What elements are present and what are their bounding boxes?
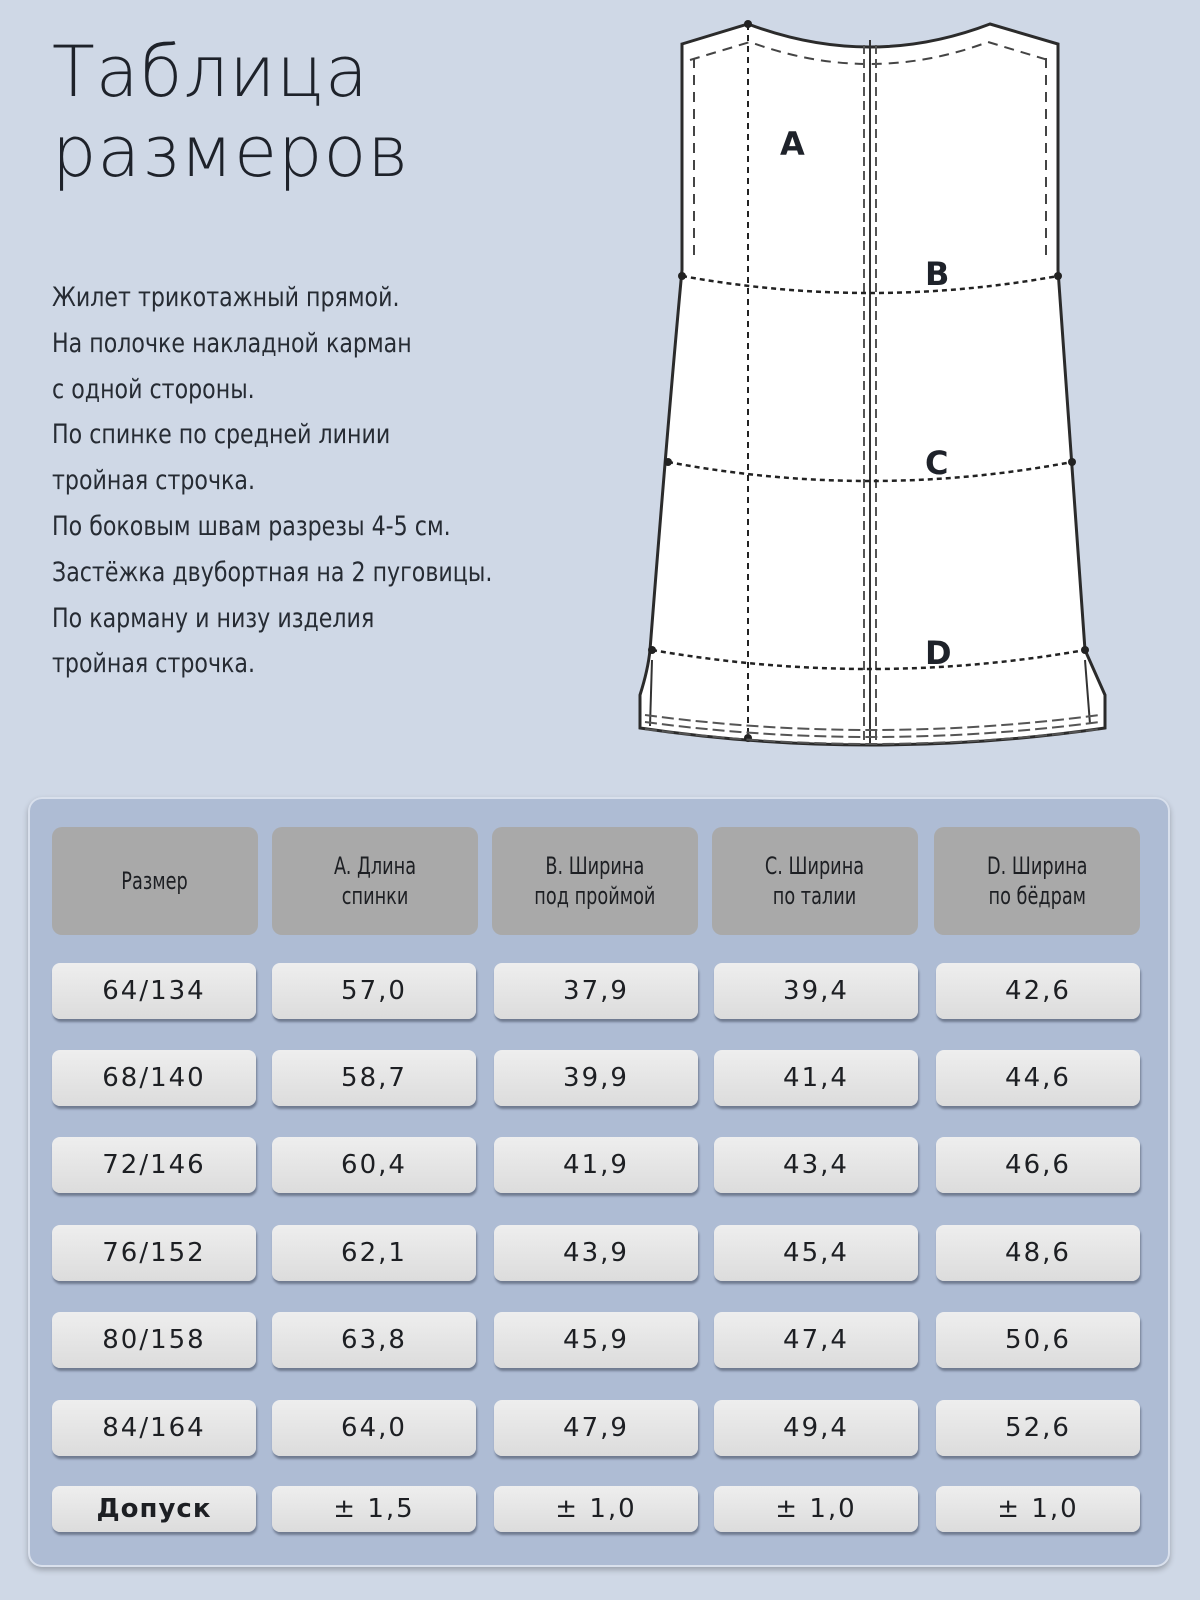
- label-c: C: [925, 444, 949, 482]
- table-cell: 41,9: [494, 1137, 698, 1193]
- size-table: [28, 797, 1170, 1567]
- table-cell: 63,8: [272, 1312, 476, 1368]
- tolerance-cell: ± 1,5: [272, 1486, 476, 1532]
- table-cell-size: 68/140: [52, 1050, 256, 1106]
- table-cell: 45,4: [714, 1225, 918, 1281]
- measure-point: [648, 646, 656, 654]
- measure-point: [1081, 646, 1089, 654]
- measure-point: [678, 272, 686, 280]
- table-cell-size: 64/134: [52, 963, 256, 1019]
- description-line: На полочке накладной карман: [52, 327, 412, 359]
- measure-point: [1068, 458, 1076, 466]
- table-cell: 39,9: [494, 1050, 698, 1106]
- header-back-length: A. Длина спинки: [272, 827, 478, 935]
- table-cell: 52,6: [936, 1400, 1140, 1456]
- table-cell: 62,1: [272, 1225, 476, 1281]
- description-line: По спинке по средней линии: [52, 419, 391, 451]
- measure-point: [744, 20, 752, 28]
- table-cell: 42,6: [936, 963, 1140, 1019]
- tolerance-label: Допуск: [52, 1486, 256, 1532]
- table-cell: 45,9: [494, 1312, 698, 1368]
- table-cell: 37,9: [494, 963, 698, 1019]
- table-cell: 58,7: [272, 1050, 476, 1106]
- description-line: По карману и низу изделия: [52, 602, 375, 634]
- table-cell: 43,4: [714, 1137, 918, 1193]
- measure-point: [744, 734, 752, 742]
- table-cell: 46,6: [936, 1137, 1140, 1193]
- title-line-1: Таблица: [52, 31, 369, 113]
- table-cell: 44,6: [936, 1050, 1140, 1106]
- label-d: D: [925, 634, 952, 672]
- page-title: [52, 32, 409, 192]
- table-cell-size: 80/158: [52, 1312, 256, 1368]
- description-line: тройная строчка.: [52, 648, 256, 680]
- label-b: B: [925, 255, 950, 293]
- label-a: A: [780, 125, 805, 163]
- header-size: Размер: [52, 827, 258, 935]
- tolerance-cell: ± 1,0: [714, 1486, 918, 1532]
- table-cell: 60,4: [272, 1137, 476, 1193]
- table-cell: 47,4: [714, 1312, 918, 1368]
- description-line: Застёжка двубортная на 2 пуговицы.: [52, 556, 493, 588]
- measure-point: [664, 458, 672, 466]
- header-hip-width: D. Ширина по бёдрам: [934, 827, 1140, 935]
- vest-measurement-diagram: [620, 10, 1160, 770]
- table-cell: 50,6: [936, 1312, 1140, 1368]
- header-waist-width: C. Ширина по талии: [712, 827, 918, 935]
- vest-outline: [640, 24, 1105, 745]
- description-line: Жилет трикотажный прямой.: [52, 282, 400, 313]
- table-cell-size: 76/152: [52, 1225, 256, 1281]
- table-cell: 41,4: [714, 1050, 918, 1106]
- description-line: По боковым швам разрезы 4-5 см.: [52, 510, 451, 542]
- table-cell: 39,4: [714, 963, 918, 1019]
- table-cell: 57,0: [272, 963, 476, 1019]
- tolerance-cell: ± 1,0: [936, 1486, 1140, 1532]
- table-cell: 64,0: [272, 1400, 476, 1456]
- table-cell-size: 72/146: [52, 1137, 256, 1193]
- tolerance-cell: ± 1,0: [494, 1486, 698, 1532]
- description-line: с одной стороны.: [52, 373, 255, 405]
- table-cell-size: 84/164: [52, 1400, 256, 1456]
- description-line: тройная строчка.: [52, 465, 256, 497]
- measure-point: [1054, 272, 1062, 280]
- table-cell: 47,9: [494, 1400, 698, 1456]
- table-cell: 49,4: [714, 1400, 918, 1456]
- table-cell: 43,9: [494, 1225, 698, 1281]
- product-description: [52, 275, 544, 687]
- table-cell: 48,6: [936, 1225, 1140, 1281]
- header-armhole-width: B. Ширина под проймой: [492, 827, 698, 935]
- title-line-2: размеров: [52, 111, 410, 193]
